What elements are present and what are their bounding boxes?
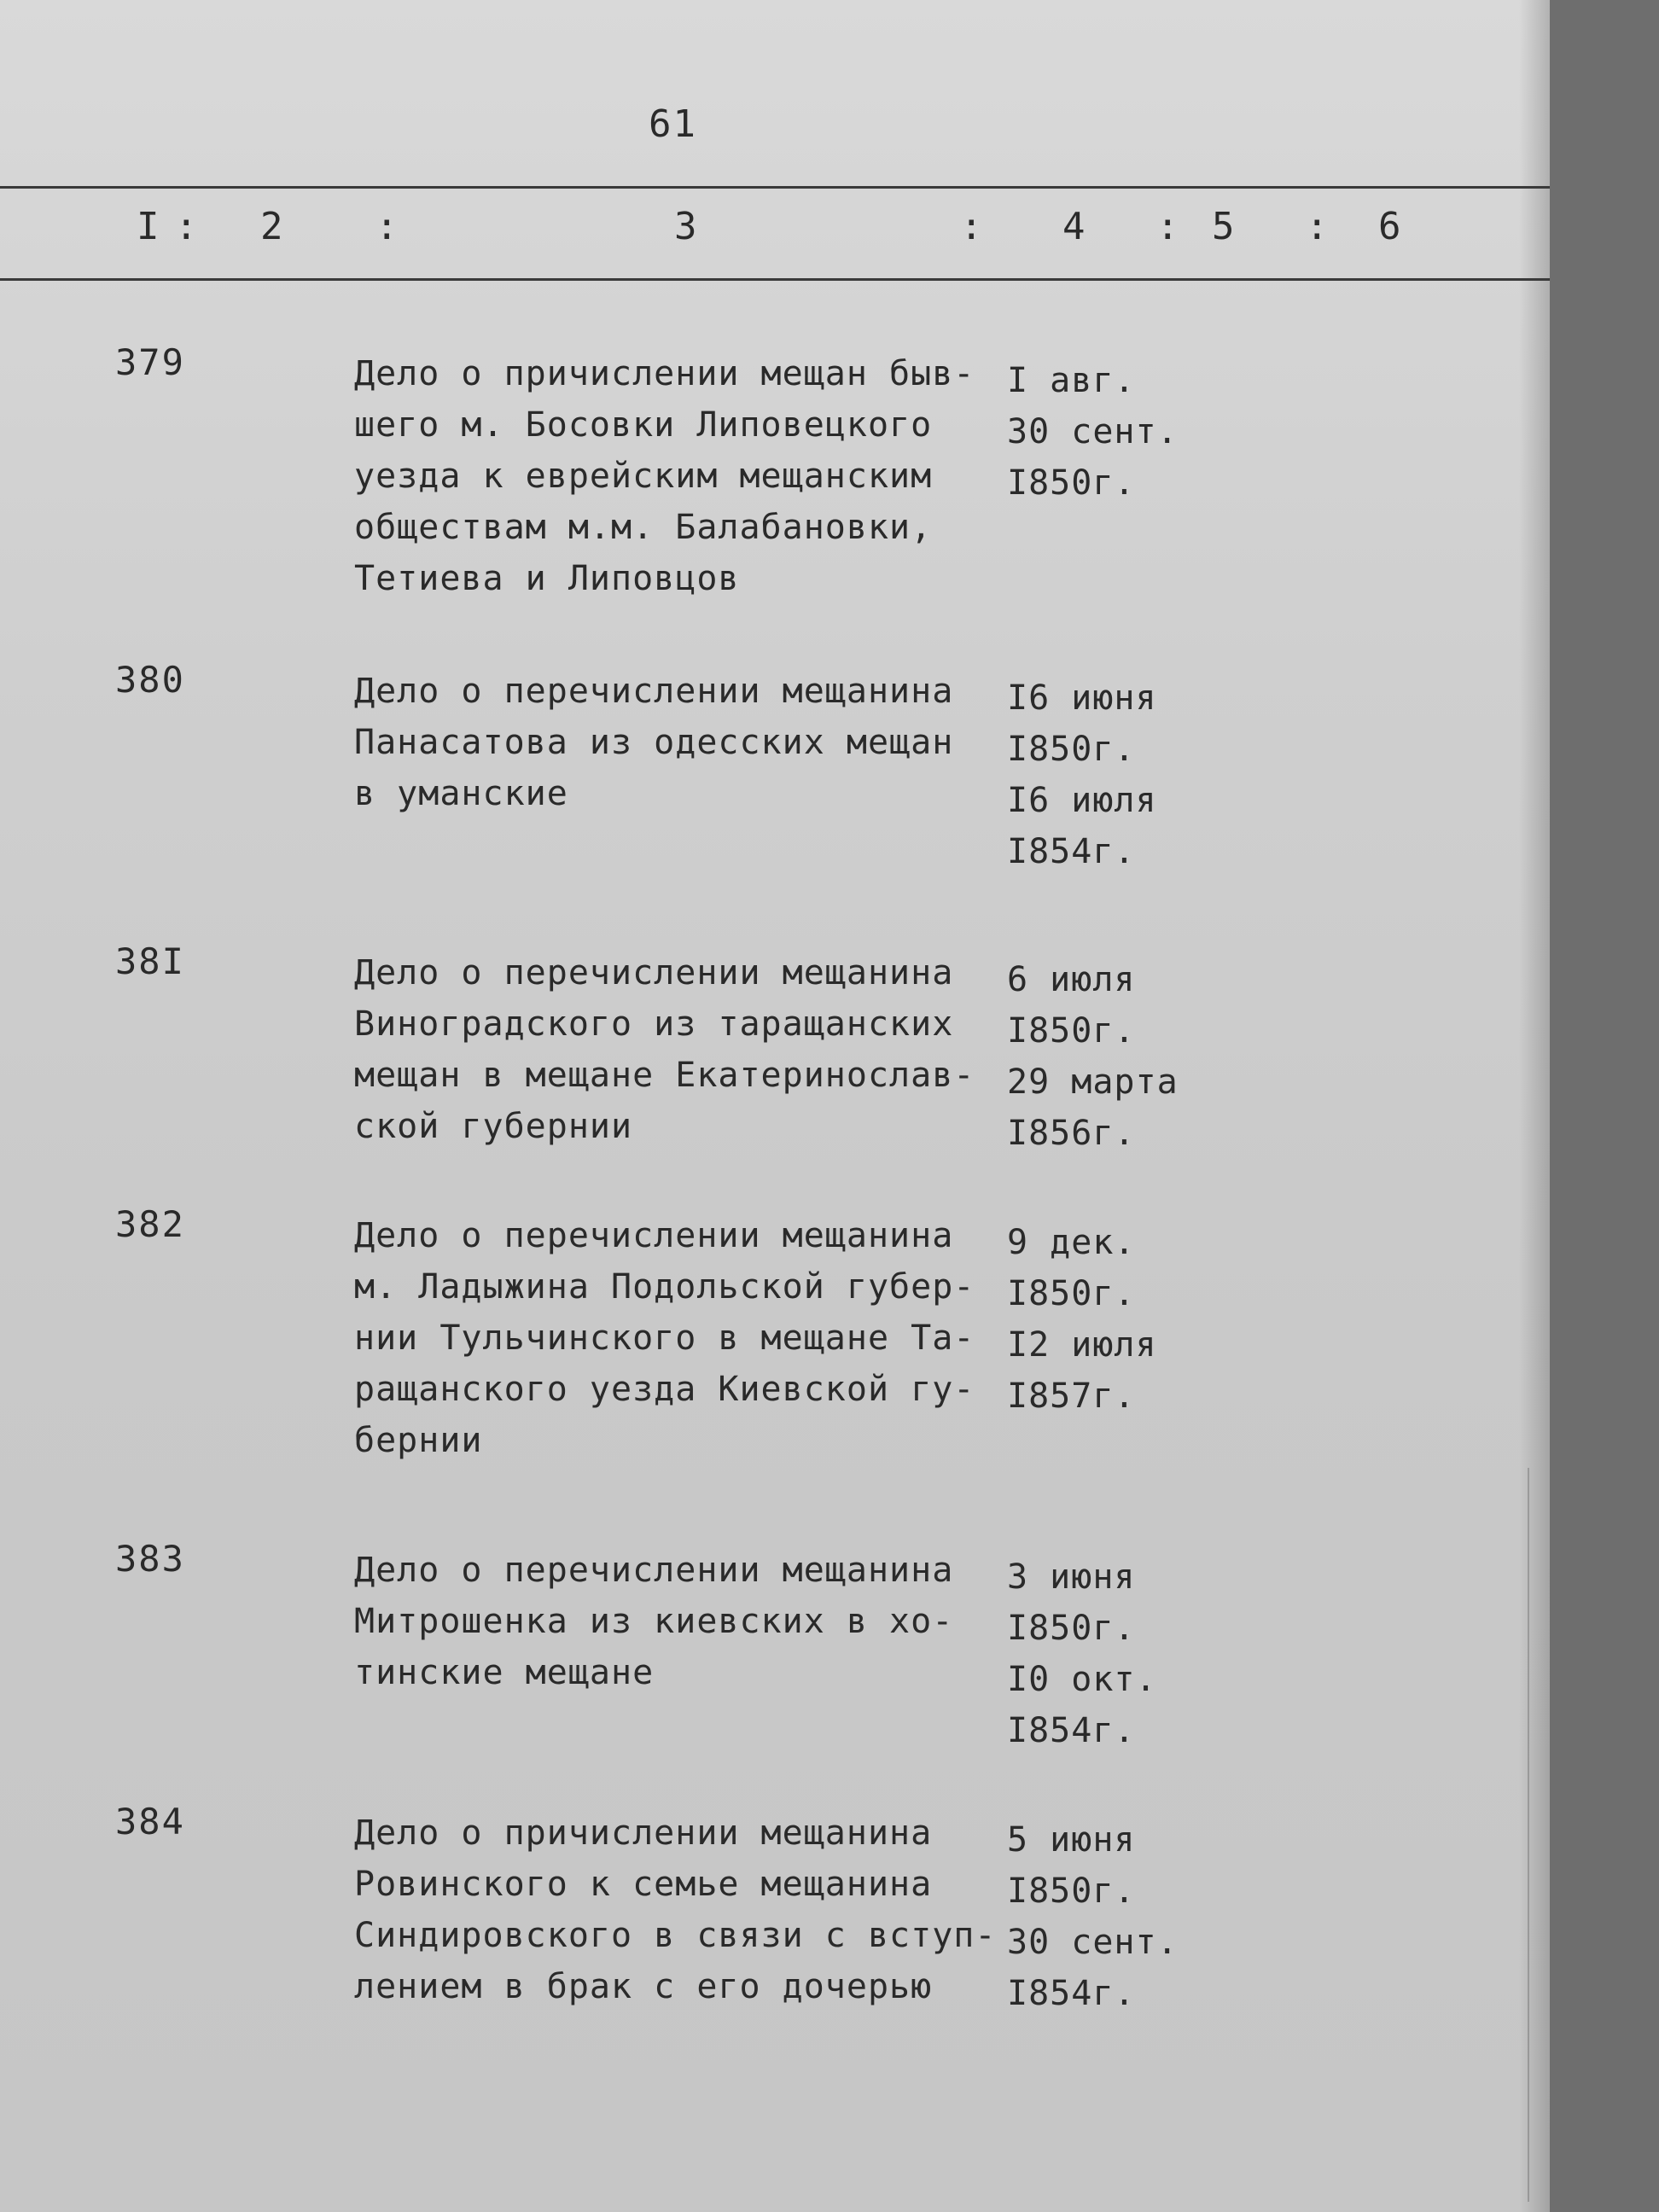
date-line: 3 июня bbox=[1007, 1557, 1136, 1597]
date-line: I854г. bbox=[1007, 1974, 1136, 2013]
record-dates bbox=[1007, 672, 1157, 877]
date-line: I854г. bbox=[1007, 832, 1136, 871]
title-line: Синдировского в связи с вступ- bbox=[354, 1916, 997, 1955]
date-line: I авг. bbox=[1007, 361, 1136, 400]
title-line: Дело о причислении мещанина bbox=[354, 1813, 933, 1853]
title-line: Панасатова из одесских мещан bbox=[354, 723, 954, 762]
date-line: I850г. bbox=[1007, 1011, 1136, 1051]
page-fold-line bbox=[1528, 1468, 1529, 2202]
date-line: I0 окт. bbox=[1007, 1660, 1157, 1699]
page-edge-shadow bbox=[1519, 0, 1550, 2212]
record-number: 379 bbox=[115, 341, 185, 383]
column-header-2: 2 bbox=[260, 205, 283, 248]
column-separator-1: : bbox=[175, 205, 198, 248]
title-line: Дело о перечислении мещанина bbox=[354, 672, 954, 711]
title-line: ской губернии bbox=[354, 1107, 633, 1146]
title-line: Ровинского к семье мещанина bbox=[354, 1865, 933, 1904]
date-line: I850г. bbox=[1007, 730, 1136, 769]
column-header-1: I bbox=[137, 205, 160, 248]
title-line: бернии bbox=[354, 1421, 483, 1460]
column-header-4: 4 bbox=[1062, 205, 1086, 248]
title-line: тинские мещане bbox=[354, 1653, 655, 1692]
record-dates bbox=[1007, 1217, 1157, 1422]
title-line: Дело о перечислении мещанина bbox=[354, 1216, 954, 1255]
title-line: обществам м.м. Балабановки, bbox=[354, 508, 933, 547]
date-line: 6 июля bbox=[1007, 960, 1136, 999]
record-dates bbox=[1007, 1551, 1157, 1756]
date-line: I850г. bbox=[1007, 1609, 1136, 1648]
column-header-5: 5 bbox=[1212, 205, 1235, 248]
title-line: Тетиева и Липовцов bbox=[354, 559, 740, 598]
title-line: в уманские bbox=[354, 774, 568, 813]
page-number: 61 bbox=[649, 102, 697, 146]
title-line: м. Ладыжина Подольской губер- bbox=[354, 1267, 975, 1307]
title-line: лением в брак с его дочерью bbox=[354, 1967, 933, 2006]
title-line: Дело о перечислении мещанина bbox=[354, 1551, 954, 1590]
date-line: 5 июня bbox=[1007, 1820, 1136, 1860]
record-dates bbox=[1007, 1814, 1179, 2019]
title-line: Дело о причислении мещан быв- bbox=[354, 354, 975, 393]
column-header-3: 3 bbox=[674, 205, 697, 248]
record-title bbox=[354, 1545, 953, 1698]
title-line: нии Тульчинского в мещане Та- bbox=[354, 1318, 975, 1358]
date-line: I6 июня bbox=[1007, 678, 1157, 718]
date-line: I854г. bbox=[1007, 1711, 1136, 1750]
record-title bbox=[354, 1807, 996, 2012]
date-line: 30 сент. bbox=[1007, 412, 1179, 451]
record-title bbox=[354, 1210, 975, 1466]
column-separator-3: : bbox=[960, 205, 983, 248]
record-number: 38I bbox=[115, 940, 185, 982]
date-line: I2 июля bbox=[1007, 1325, 1157, 1365]
title-line: шего м. Босовки Липовецкого bbox=[354, 405, 933, 445]
record-number: 380 bbox=[115, 659, 185, 701]
date-line: 29 марта bbox=[1007, 1062, 1179, 1102]
date-line: 9 дек. bbox=[1007, 1223, 1136, 1262]
column-separator-5: : bbox=[1306, 205, 1329, 248]
record-dates bbox=[1007, 954, 1179, 1159]
date-line: I850г. bbox=[1007, 1274, 1136, 1313]
record-dates bbox=[1007, 355, 1179, 509]
column-header-6: 6 bbox=[1378, 205, 1401, 248]
title-line: ращанского уезда Киевской гу- bbox=[354, 1370, 975, 1409]
column-separator-4: : bbox=[1156, 205, 1179, 248]
title-line: Виноградского из таращанских bbox=[354, 1004, 954, 1044]
date-line: I857г. bbox=[1007, 1377, 1136, 1416]
title-line: Митрошенка из киевских в хо- bbox=[354, 1602, 954, 1641]
header-rule-top bbox=[0, 186, 1550, 189]
record-number: 384 bbox=[115, 1801, 185, 1842]
title-line: мещан в мещане Екатеринослав- bbox=[354, 1056, 975, 1095]
record-title bbox=[354, 947, 975, 1152]
date-line: I6 июля bbox=[1007, 781, 1157, 820]
record-title bbox=[354, 666, 953, 819]
record-number: 383 bbox=[115, 1538, 185, 1580]
date-line: I856г. bbox=[1007, 1114, 1136, 1153]
record-title bbox=[354, 348, 975, 604]
title-line: Дело о перечислении мещанина bbox=[354, 953, 954, 992]
header-rule-bottom bbox=[0, 278, 1550, 281]
date-line: 30 сент. bbox=[1007, 1923, 1179, 1962]
column-separator-2: : bbox=[375, 205, 399, 248]
title-line: уезда к еврейским мещанским bbox=[354, 457, 933, 496]
date-line: I850г. bbox=[1007, 1871, 1136, 1911]
record-number: 382 bbox=[115, 1203, 185, 1245]
date-line: I850г. bbox=[1007, 463, 1136, 503]
